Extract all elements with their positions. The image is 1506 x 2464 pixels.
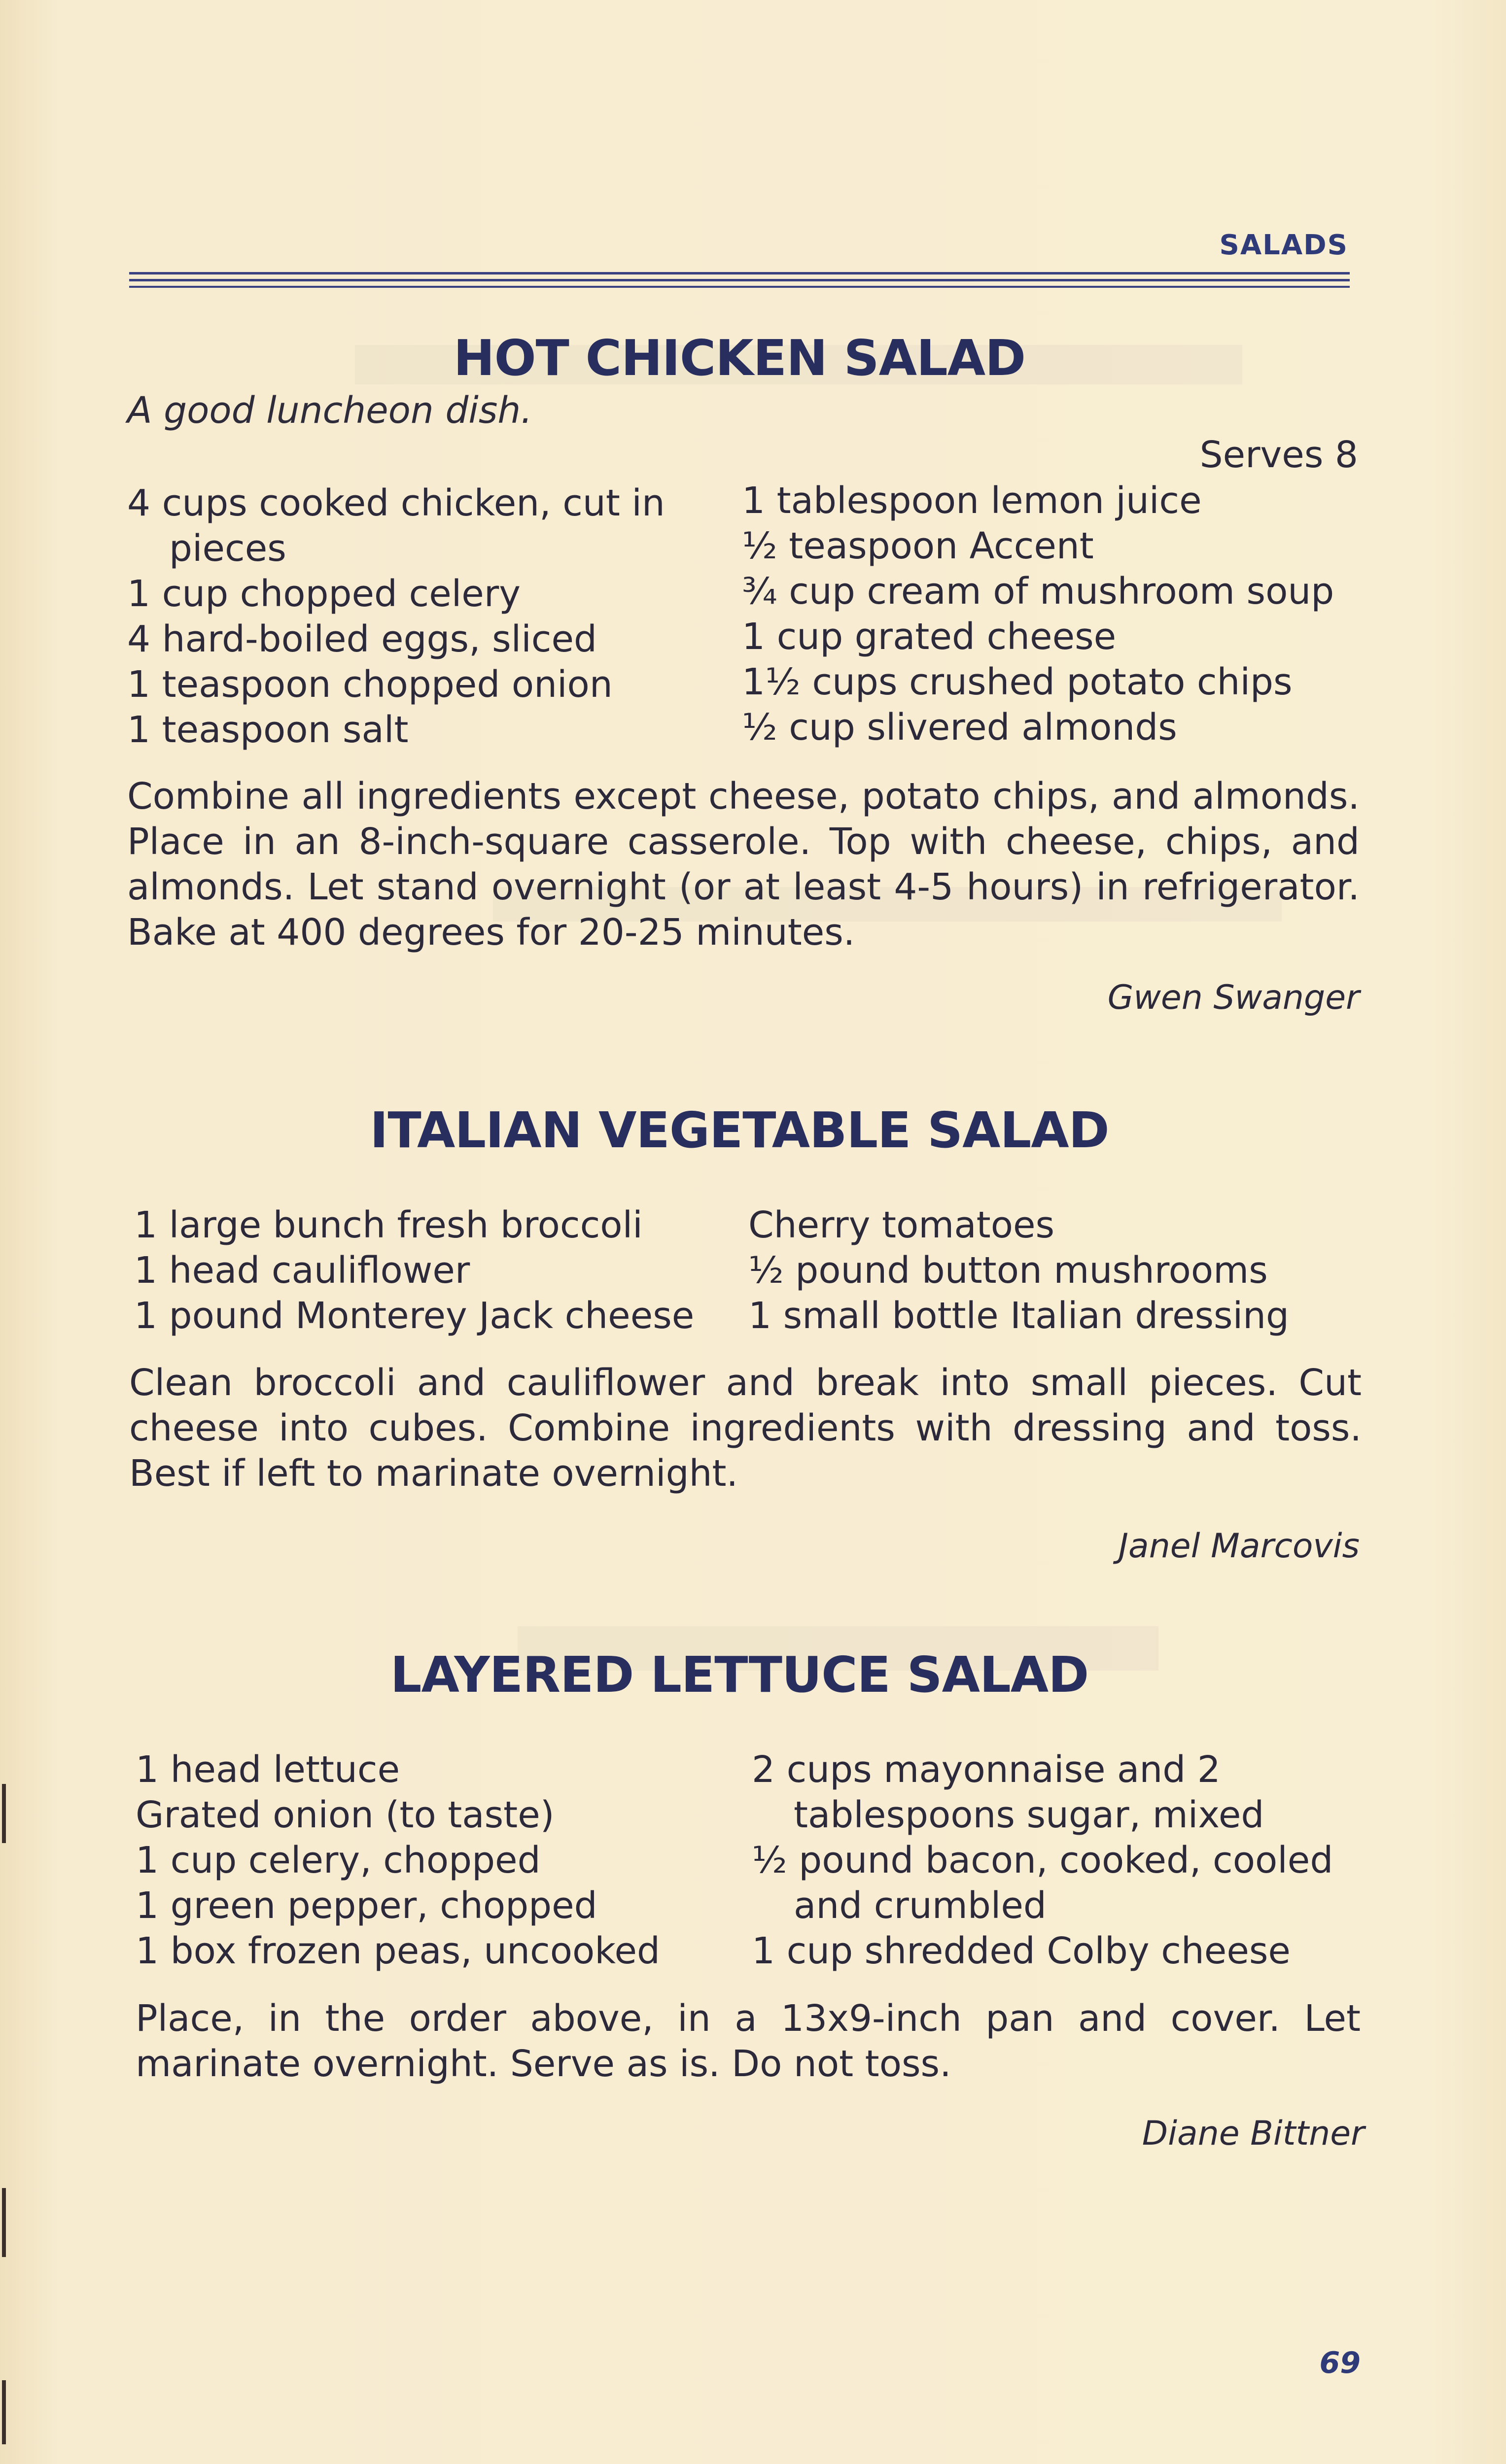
ingredient: 1 teaspoon chopped onion: [127, 663, 613, 706]
ingredient: 1 tablespoon lemon juice: [742, 479, 1202, 522]
ingredient: 1 cup shredded Colby cheese: [752, 1930, 1291, 1972]
ingredient: 1 green pepper, chopped: [136, 1884, 597, 1927]
ingredients-left: [136, 1747, 660, 1974]
ingredient: 4 cups cooked chicken, cut in: [127, 482, 665, 524]
ingredients-left: [127, 480, 665, 753]
ingredient: 1 cup celery, chopped: [136, 1839, 541, 1882]
ingredient: ¾ cup cream of mushroom soup: [742, 570, 1334, 613]
recipe-title: HOT CHICKEN SALAD: [453, 329, 1026, 387]
ingredients-left: [134, 1202, 694, 1338]
ingredients-right: [742, 478, 1334, 750]
recipe-directions: Place, in the order above, in a 13x9-inch pan and cover. Let marinate overnight. Serve as is. Do not toss.: [136, 1997, 1361, 2085]
recipe-credit: Diane Bittner: [1142, 2114, 1365, 2153]
ingredients-right: [748, 1202, 1289, 1338]
ingredient: ½ pound button mushrooms: [748, 1249, 1268, 1292]
ingredient: 1 teaspoon salt: [127, 709, 409, 751]
binding-mark: [2, 1784, 6, 1843]
ingredient: 1 large bunch fresh broccoli: [134, 1204, 643, 1246]
recipe-title: ITALIAN VEGETABLE SALAD: [370, 1101, 1109, 1159]
ingredient: Cherry tomatoes: [748, 1204, 1055, 1246]
ingredient: 1 head cauliflower: [134, 1249, 470, 1292]
recipe-serves: Serves 8: [1199, 434, 1358, 476]
recipe-subtitle: A good luncheon dish.: [127, 389, 532, 432]
header-rule-bottom: [129, 279, 1350, 281]
ingredient: 2 cups mayonnaise and 2: [752, 1748, 1221, 1791]
recipe-directions: Combine all ingredients except cheese, potato chips, and almonds. Place in an 8-inch-square casserole. Top with cheese, chips, and almonds. Let stand overnight (or at least 4-5 hours) in refrigerator. Bake at 400 degrees for 20-25 minutes.: [127, 775, 1360, 954]
ingredient: tablespoons sugar, mixed: [794, 1794, 1264, 1836]
ingredient: 1 cup chopped celery: [127, 573, 521, 615]
header-rule-top: [129, 272, 1350, 274]
ingredients-right: [752, 1747, 1333, 1974]
ingredient: Grated onion (to taste): [136, 1794, 555, 1836]
recipe-credit: Janel Marcovis: [1118, 1527, 1360, 1566]
ingredient: 1 box frozen peas, uncooked: [136, 1930, 661, 1972]
recipe-credit: Gwen Swanger: [1107, 978, 1360, 1017]
ingredient: pieces: [169, 527, 286, 570]
ingredient: 1½ cups crushed potato chips: [742, 661, 1293, 703]
ingredient: ½ pound bacon, cooked, cooled: [752, 1839, 1333, 1882]
ingredient: 4 hard-boiled eggs, sliced: [127, 618, 597, 660]
ingredient: 1 cup grated cheese: [742, 616, 1117, 658]
page-number: 69: [1319, 2346, 1361, 2380]
ingredient: ½ cup slivered almonds: [742, 706, 1177, 749]
ingredient: 1 small bottle Italian dressing: [748, 1295, 1290, 1337]
binding-mark: [2, 2380, 6, 2444]
ingredient: and crumbled: [794, 1884, 1047, 1927]
ingredient: 1 head lettuce: [136, 1748, 400, 1791]
recipe-directions: Clean broccoli and cauliflower and break into small pieces. Cut cheese into cubes. Combine ingredients with dressing and toss. Best if left to marinate overnight.: [129, 1362, 1362, 1495]
header-rule-third: [129, 286, 1350, 288]
binding-mark: [2, 2188, 6, 2257]
ingredient: 1 pound Monterey Jack cheese: [134, 1295, 695, 1337]
recipe-title: LAYERED LETTUCE SALAD: [390, 1646, 1089, 1704]
ingredient: ½ teaspoon Accent: [742, 525, 1094, 567]
section-label: SALADS: [1219, 229, 1348, 261]
